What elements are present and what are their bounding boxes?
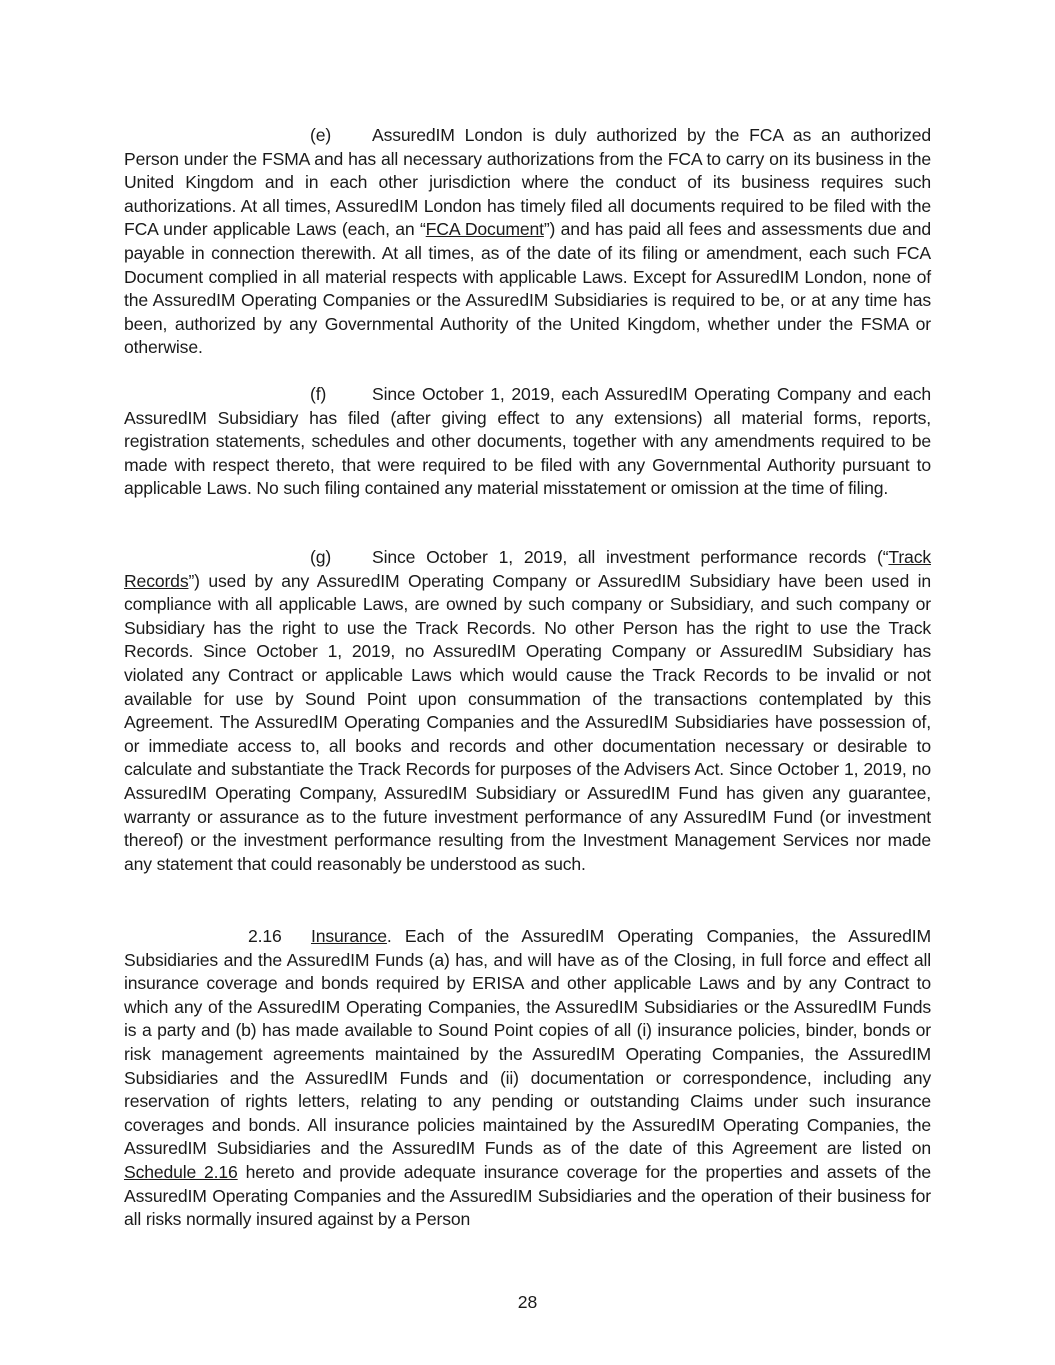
paragraph-text: hereto and provide adequate insurance coverage for the properties and assets of the AssuredIM Operating Companies and the AssuredIM Subsidiaries and the operation of their business for all risks normally insured against by a Person xyxy=(124,1161,931,1230)
paragraph-label: (f) xyxy=(310,384,327,404)
section-2-16 xyxy=(124,925,931,1232)
section-number: 2.16 xyxy=(248,926,282,946)
paragraph-text: Since October 1, 2019, each AssuredIM Operating Company and each AssuredIM Subsidiary has filed (after giving effect to any extensions) all material forms, reports, registration statements, schedules and other documents, together with any amendments required to be made with respect thereto, that were required to be filed with any Governmental Authority pursuant to applicable Laws. No such filing contained any material misstatement or omission at the time of filing. xyxy=(124,384,931,499)
paragraph-text: ”) used by any AssuredIM Operating Company or AssuredIM Subsidiary have been used in compliance with all applicable Laws, are owned by such company or Subsidiary, and such company or Subsidiary has the right to use the Track Records. No other Person has the right to use the Track Records. Since October 1, 2019, no AssuredIM Operating Company or AssuredIM Subsidiary has violated any Contract or applicable Laws which would cause the Track Records to be invalid or not available for use by Sound Point upon consummation of the transactions contemplated by this Agreement. The AssuredIM Operating Companies and the AssuredIM Subsidiaries have possession of, or immediate access to, all books and records and other documentation necessary or desirable to calculate and substantiate the Track Records for purposes of the Advisers Act. Since October 1, 2019, no AssuredIM Operating Company, AssuredIM Subsidiary or AssuredIM Fund has given any guarantee, warranty or assurance as to the future investment performance of any AssuredIM Fund (or investment thereof) or the investment performance resulting from the Investment Management Services nor made any statement that could reasonably be understood as such. xyxy=(124,570,931,874)
paragraph-label: (g) xyxy=(310,547,332,567)
paragraph-text: . Each of the AssuredIM Operating Companies, the AssuredIM Subsidiaries and the AssuredIM Funds (a) has, and will have as of the Closing, in full force and effect all insurance coverage and bonds required by ERISA and other applicable Laws and by any Contract to which any of the AssuredIM Operating Companies, the AssuredIM Subsidiaries or the AssuredIM Funds is a party and (b) has made available to Sound Point copies of all (i) insurance policies, binder, bonds or risk management agreements maintained by the AssuredIM Operating Companies, the AssuredIM Subsidiaries and the AssuredIM Funds and (ii) documentation or correspondence, including any reservation of rights letters, relating to any pending or outstanding Claims under such insurance coverages and bonds. All insurance policies maintained by the AssuredIM Operating Companies, the AssuredIM Subsidiaries and the AssuredIM Funds as of the date of this Agreement are listed on xyxy=(124,926,931,1159)
defined-term-fca-document: FCA Document xyxy=(425,219,544,240)
paragraph-f xyxy=(124,383,931,501)
paragraph-text: ”) and has paid all fees and assessments due and payable in connection therewith. At all times, as of the date of its filing or amendment, each such FCA Document complied in all material respects with applicable Laws. Except for AssuredIM London, none of the AssuredIM Operating Companies or the AssuredIM Subsidiaries is required to be, or at any time has been, authorized by any Governmental Authority of the United Kingdom, whether under the FSMA or otherwise. xyxy=(124,219,931,358)
paragraph-text: Since October 1, 2019, all investment performance records (“ xyxy=(372,547,889,567)
defined-term-track-records: Track Records xyxy=(124,547,931,591)
page-number: 28 xyxy=(517,1292,538,1312)
paragraph-label: (e) xyxy=(310,125,332,145)
paragraph-g xyxy=(124,546,931,876)
schedule-reference: Schedule 2.16 xyxy=(124,1161,238,1182)
paragraph-text: AssuredIM London is duly authorized by the FCA as an authorized Person under the FSMA and has all necessary authorizations from the FCA to carry on its business in the United Kingdom and in each other jurisdiction where the conduct of its business requires such authorizations. At all times, AssuredIM London has timely filed all documents required to be filed with the FCA under applicable Laws (each, an “ xyxy=(124,125,931,240)
section-heading: Insurance xyxy=(311,926,387,946)
paragraph-e xyxy=(124,124,931,360)
